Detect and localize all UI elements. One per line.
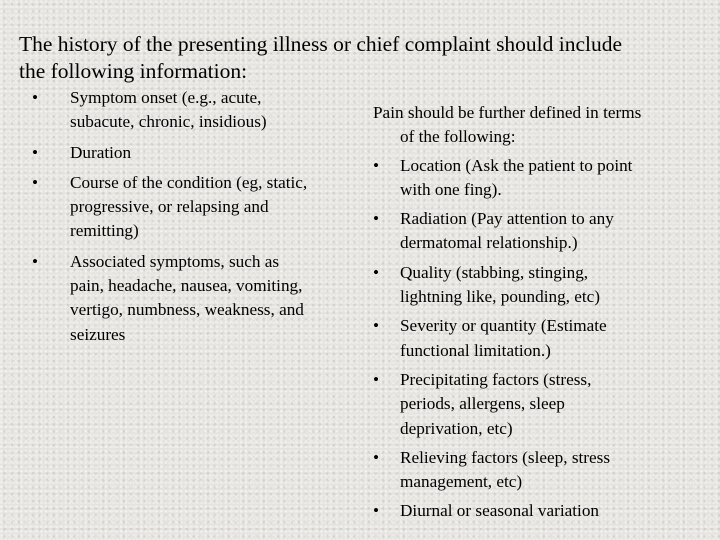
bullet-icon: • [32, 142, 39, 162]
list-item [32, 250, 352, 347]
list-item-line: vertigo, numbness, weakness, and [70, 300, 304, 320]
bullet-icon: • [373, 316, 380, 336]
list-item [32, 86, 352, 135]
list-item-line: with one fing). [400, 179, 502, 199]
list-item-line: Duration [70, 142, 132, 162]
list-item [373, 368, 713, 441]
list-item [373, 314, 713, 363]
bullet-icon: • [373, 262, 380, 282]
list-item-line: Radiation (Pay attention to any [400, 209, 614, 229]
list-item [373, 261, 713, 310]
list-item [373, 207, 713, 256]
list-item-line: subacute, chronic, insidious) [70, 112, 267, 132]
list-item-line: Relieving factors (sleep, stress [400, 447, 611, 467]
list-item-line: Symptom onset (e.g., acute, [70, 88, 262, 107]
list-item [32, 171, 352, 244]
list-item [373, 446, 713, 495]
intro-line: Pain should be further defined in terms [373, 103, 642, 122]
pain-intro [373, 101, 713, 150]
list-item-line: lightning like, pounding, etc) [400, 287, 601, 307]
list-item-line: Quality (stabbing, stinging, [400, 262, 589, 282]
bullet-icon: • [32, 251, 39, 271]
bullet-icon: • [373, 501, 380, 521]
bullet-icon: • [373, 447, 380, 467]
list-item-line: Course of the condition (eg, static, [70, 172, 308, 192]
list-item-line: deprivation, etc) [400, 418, 513, 438]
list-item-line: dermatomal relationship.) [400, 233, 578, 253]
list-item [373, 499, 713, 523]
bullet-icon: • [373, 209, 380, 229]
list-item-line: Associated symptoms, such as [70, 251, 280, 271]
list-item-line: remitting) [70, 221, 139, 241]
bullet-icon: • [373, 369, 380, 389]
list-item-line: functional limitation.) [400, 340, 551, 360]
list-item-line: Location (Ask the patient to point [400, 155, 633, 175]
list-item-line: pain, headache, nausea, vomiting, [70, 276, 303, 296]
list-item-line: Severity or quantity (Estimate [400, 316, 607, 336]
list-item-line: Precipitating factors (stress, [400, 369, 592, 389]
pain-definition-list [373, 101, 713, 529]
list-item [373, 154, 713, 203]
list-item-line: Diurnal or seasonal variation [400, 501, 600, 521]
intro-line: of the following: [400, 127, 516, 147]
list-item-line: progressive, or relapsing and [70, 197, 269, 217]
list-item-line: management, etc) [400, 472, 523, 492]
list-item-line: seizures [70, 324, 126, 344]
list-item [32, 141, 352, 165]
bullet-icon: • [32, 172, 39, 192]
bullet-icon: • [373, 155, 380, 175]
bullet-icon: • [32, 88, 39, 107]
title-line: The history of the presenting illness or chief complaint should include [19, 32, 623, 56]
list-item-line: periods, allergens, sleep [400, 394, 565, 414]
title-line: the following information: [19, 59, 248, 83]
history-info-list [32, 86, 352, 353]
slide-title [19, 31, 622, 85]
